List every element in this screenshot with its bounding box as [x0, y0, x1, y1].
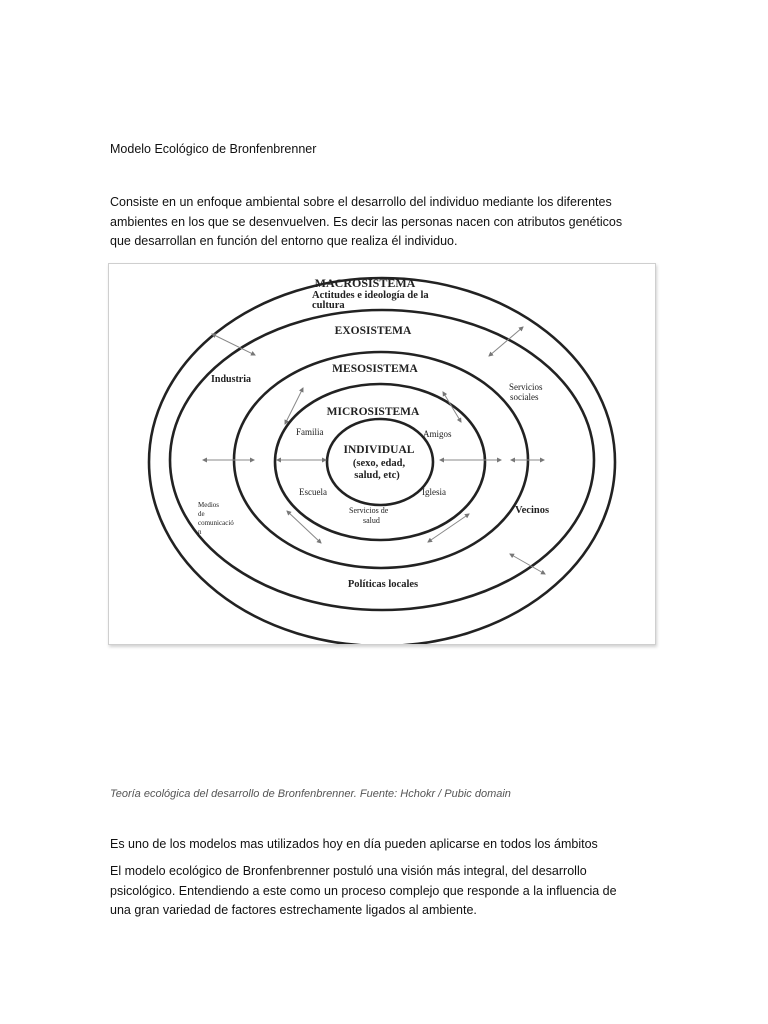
figure-caption: Teoría ecológica del desarrollo de Bronfenbrenner. Fuente: Hchokr / Pubic domain: [110, 788, 511, 800]
exosystem-title: EXOSISTEMA: [334, 325, 412, 337]
mesosystem-title: MESOSISTEMA: [332, 363, 418, 375]
label-escuela: Escuela: [299, 487, 327, 497]
microsystem-title: MICROSISTEMA: [326, 406, 420, 418]
intro-line: Consiste en un enfoque ambiental sobre el desarrollo del individuo mediante los diferentes: [110, 195, 612, 209]
document-title: Modelo Ecológico de Bronfenbrenner: [110, 142, 317, 156]
intro-paragraph: [110, 193, 670, 252]
macrosystem-subtitle: cultura: [312, 300, 345, 311]
label-medios: comunicació: [198, 519, 234, 527]
label-medios: n: [198, 528, 202, 536]
label-politicas-locales: Políticas locales: [347, 579, 419, 590]
label-iglesia: Iglesia: [422, 487, 446, 497]
paragraph-line: El modelo ecológico de Bronfenbrenner postuló una visión más integral, del desarrollo: [110, 864, 587, 878]
intro-line: ambientes en los que se desenvuelven. Es decir las personas nacen con atributos genéticos: [110, 214, 623, 229]
macrosystem-title: MACROSISTEMA: [314, 276, 416, 290]
macrosystem-subtitle: Actitudes e ideología de la: [312, 290, 429, 301]
label-familia: Familia: [296, 427, 324, 437]
label-vecinos: Vecinos: [515, 505, 550, 516]
label-servicios-sociales: sociales: [510, 392, 539, 402]
label-servicios-salud: salud: [363, 516, 380, 525]
intro-line: que desarrollan en función del entorno que realiza él individuo.: [110, 234, 458, 248]
individual-subtitle: salud, etc): [354, 470, 400, 481]
label-servicios-salud: Servicios de: [349, 506, 389, 515]
paragraph-3: [110, 862, 670, 921]
arrow: [510, 554, 545, 574]
label-industria: Industria: [211, 374, 252, 385]
label-servicios-sociales: Servicios: [509, 382, 543, 392]
paragraph-2: Es uno de los modelos mas utilizados hoy en día pueden aplicarse en todos los ámbitos: [110, 837, 598, 851]
individual-subtitle: (sexo, edad,: [352, 458, 406, 469]
individual-title: INDIVIDUAL: [343, 444, 415, 456]
label-medios: Medios: [198, 501, 219, 509]
paragraph-line: una gran variedad de factores estrechamente ligados al ambiente.: [110, 903, 477, 917]
label-amigos: Amigos: [423, 429, 452, 439]
ecological-model-diagram: [109, 264, 655, 644]
label-medios: de: [198, 510, 205, 518]
paragraph-line: psicológico. Entendiendo a este como un proceso complejo que responde a la influencia de: [110, 883, 617, 898]
ecological-model-figure: [108, 263, 656, 645]
arrow: [443, 392, 461, 422]
